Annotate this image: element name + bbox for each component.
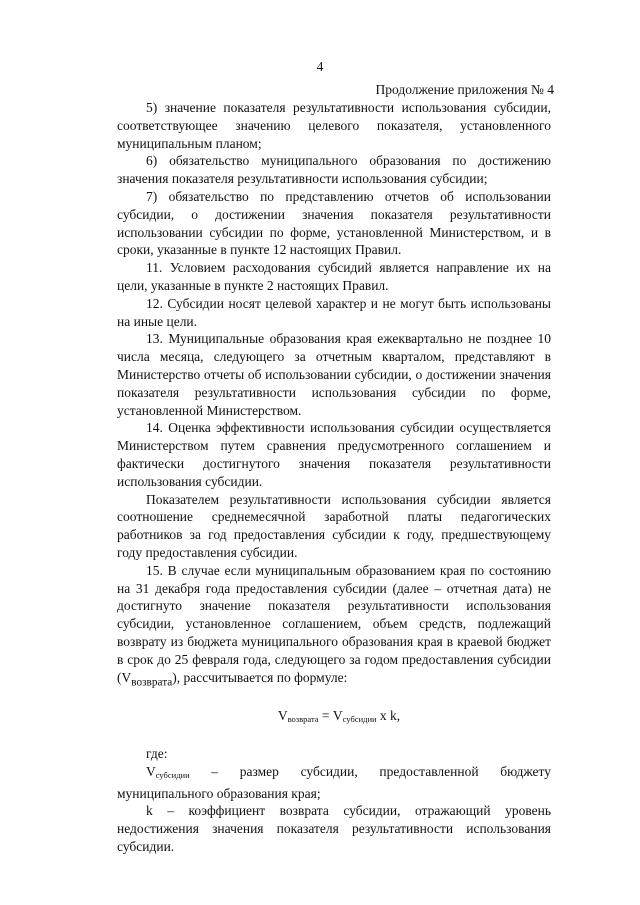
definition-text: – размер субсидии, предоставленной бюджету муниципального образования края; [117, 763, 551, 801]
page-number: 4 [316, 59, 324, 74]
paragraph-item-6: 6) обязательство муниципального образования по достижению значения показателя результативности использования субсидии; [117, 153, 551, 187]
paragraph-15-text: 15. В случае если муниципальным образованием края по состоянию на 31 декабря года предоставления субсидии (далее – отчетная дата) не достигнуто значение показателя результативности использования субсидии, установленное соглашением, объем средств, подлежащий возврату из бюджета муниципального образования края в краевой бюджет в срок до 25 февраля года, следующего за годом предоставления субсидии (V [117, 562, 551, 685]
paragraph-item-5: 5) значение показателя результативности использования субсидии, соответствующее значению целевого показателя, установленного муниципальным планом; [117, 100, 551, 151]
return-formula [117, 707, 551, 728]
document-body [117, 99, 551, 856]
formula-eq: = [318, 707, 333, 723]
definition-k [117, 802, 551, 855]
formula-rhs: V [332, 707, 343, 723]
formula-rhs-sub: субсидии [342, 713, 377, 724]
definition-symbol-sub: субсидии [155, 769, 190, 780]
paragraph-11: 11. Условием расходования субсидий является направление их на цели, указанные в пункте 2 настоящих Правил. [117, 260, 551, 293]
paragraph-13: 13. Муниципальные образования края ежеквартально не позднее 10 числа месяца, следующего за отчетным кварталом, представляют в Министерство отчеты об использовании субсидии, о достижении значения показателя результативности использования субсидии по форме, установленной Министерством. [117, 331, 551, 418]
appendix-header: Продолжение приложения № 4 [375, 82, 554, 97]
paragraph-14: 14. Оценка эффективности использования субсидии осуществляется Министерством путем сравнения предусмотренного соглашением и фактически достигнутого значения показателя результативности использования субсидии. [117, 420, 551, 489]
definition-v-subsidy [117, 763, 551, 803]
paragraph-15-sub: возврата [131, 676, 173, 689]
definition-text: – коэффициент возврата субсидии, отражающий уровень недостижения значения показателя результативности использования субсидии. [117, 803, 551, 854]
definition-symbol: V [146, 763, 156, 779]
paragraph-15-tail: ), рассчитывается по формуле: [172, 669, 348, 685]
paragraph-15 [117, 562, 551, 692]
where-label: где: [146, 745, 168, 761]
formula-lhs-sub: возврата [287, 713, 319, 724]
paragraph-12: 12. Субсидии носят целевой характер и не могут быть использованы на иные цели. [117, 295, 551, 329]
formula-rest: x k, [376, 707, 401, 723]
definition-symbol: k [146, 803, 153, 819]
formula-lhs: V [277, 707, 288, 723]
paragraph-indicator: Показателем результативности использования субсидии является соотношение среднемесячной заработной платы педагогических работников за год предоставления субсидии к году, предшествующему году предоставления субсидии. [117, 491, 551, 560]
paragraph-item-7: 7) обязательство по представлению отчетов об использовании субсидии, о достижении значения показателя результативности использовании субсидии по форме, установленной Министерством, и в сроки, указанные в пункте 12 настоящих Правил. [117, 188, 551, 258]
